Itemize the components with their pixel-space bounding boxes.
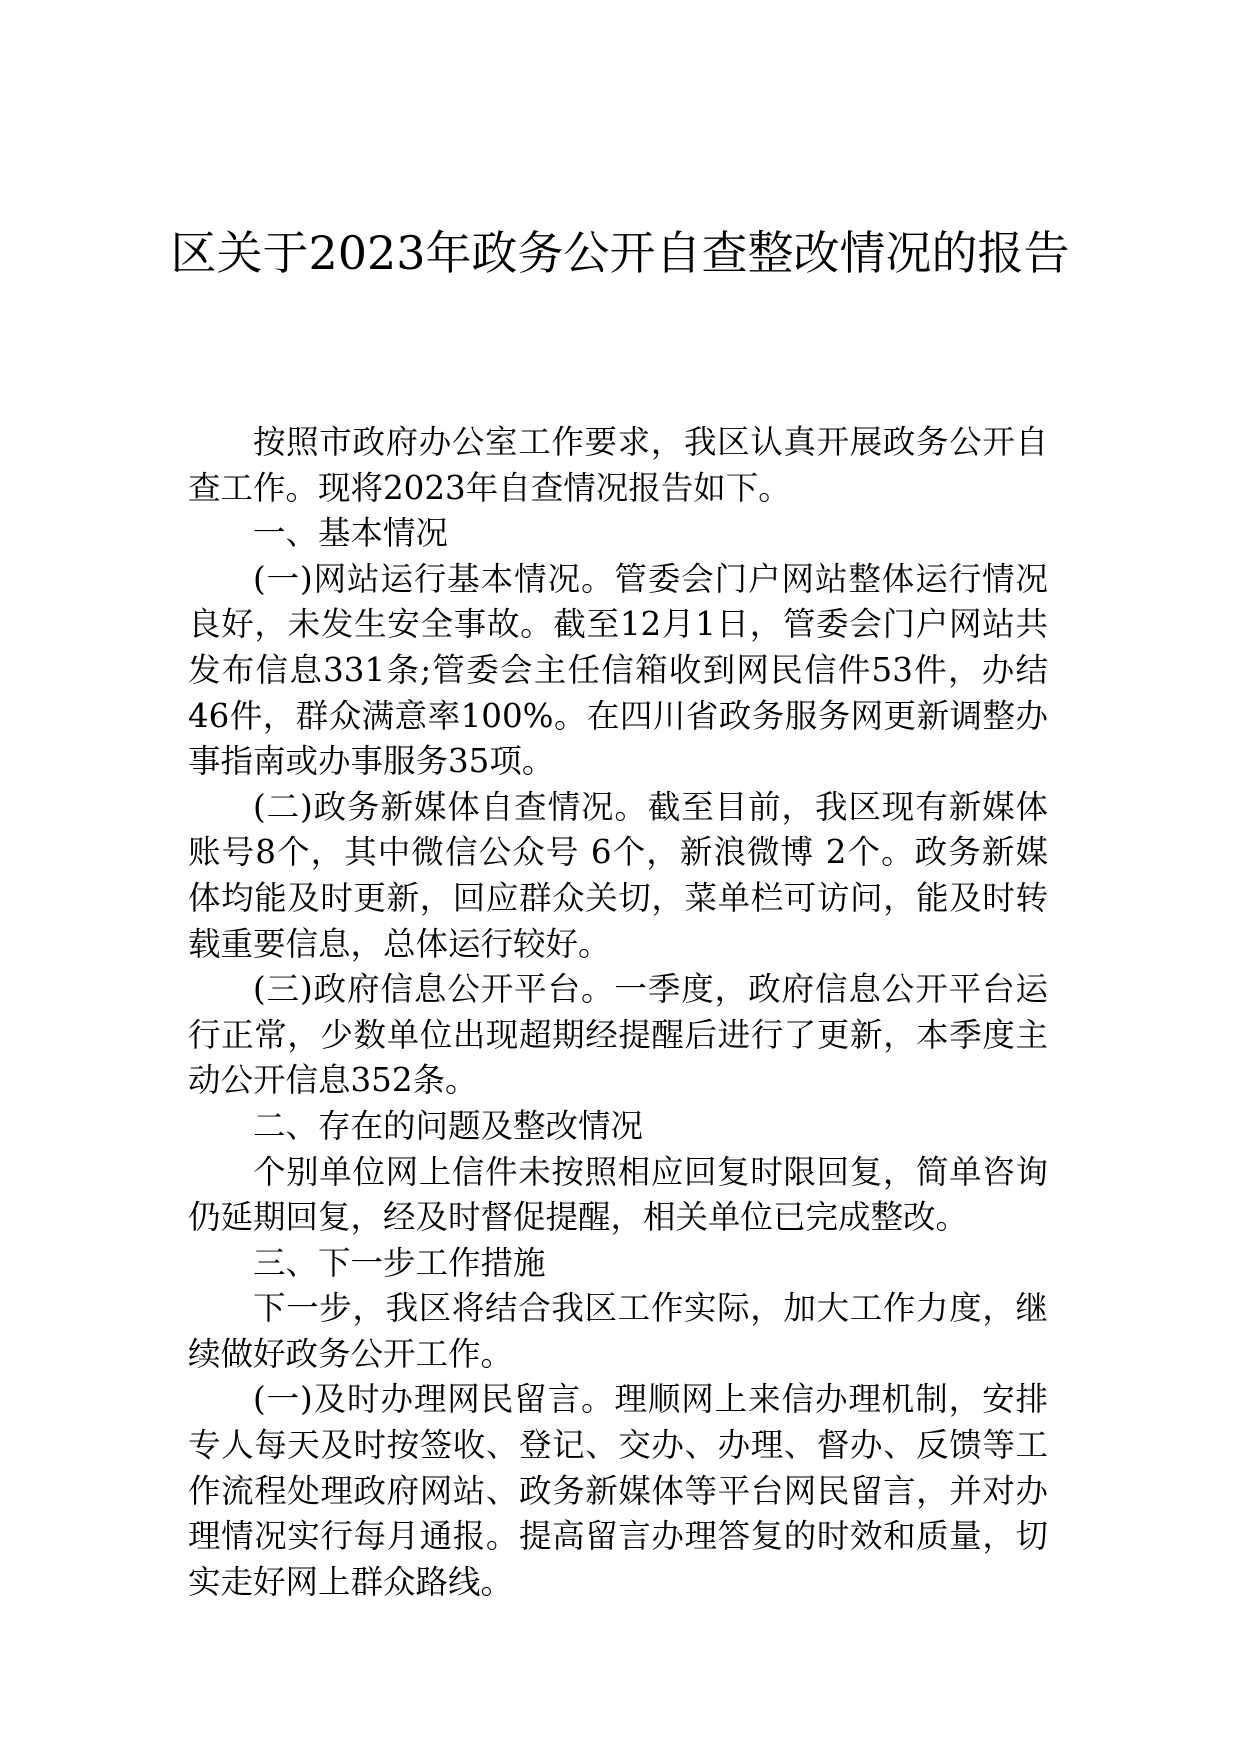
document-body [188, 420, 1048, 1605]
paragraph-new-media: (二)政务新媒体自查情况。截至目前，我区现有新媒体账号8个，其中微信公众号 6个，新浪微博 2个。政务新媒体均能及时更新，回应群众关切，菜单栏可访问，能及时转载重要信息，总体运行较好。 [188, 787, 1048, 963]
paragraph-intro: 按照市政府办公室工作要求，我区认真开展政务公开自查工作。现将2023年自查情况报告如下。 [188, 423, 1048, 507]
paragraph-problems: 个别单位网上信件未按照相应回复时限回复，简单咨询仍延期回复，经及时督促提醒，相关单位已完成整改。 [188, 1152, 1048, 1237]
paragraph-handle-messages: (一)及时办理网民留言。理顺网上来信办理机制，安排专人每天及时按签收、登记、交办、办理、督办、反馈等工作流程处理政府网站、政务新媒体等平台网民留言，并对办理情况实行每月通报。提高留言办理答复的时效和质量，切实走好网上群众路线。 [188, 1380, 1048, 1601]
document-title: 区关于2023年政务公开自查整改情况的报告 [170, 226, 1070, 280]
heading-next-steps: 三、下一步工作措施 [253, 1243, 546, 1282]
heading-problems-rectification: 二、存在的问题及整改情况 [253, 1106, 644, 1145]
paragraph-disclosure-platform: (三)政府信息公开平台。一季度，政府信息公开平台运行正常，少数单位出现超期经提醒后进行了更新，本季度主动公开信息352条。 [188, 970, 1048, 1100]
paragraph-next-steps-intro: 下一步，我区将结合我区工作实际，加大工作力度，继续做好政务公开工作。 [188, 1289, 1048, 1373]
paragraph-website-operation: (一)网站运行基本情况。管委会门户网站整体运行情况良好，未发生安全事故。截至12月1日，管委会门户网站共发布信息331条;管委会主任信箱收到网民信件53件，办结46件，群众满意率100%。在四川省政务服务网更新调整办事指南或办事服务35项。 [188, 559, 1048, 781]
heading-basic-situation: 一、基本情况 [253, 514, 449, 553]
